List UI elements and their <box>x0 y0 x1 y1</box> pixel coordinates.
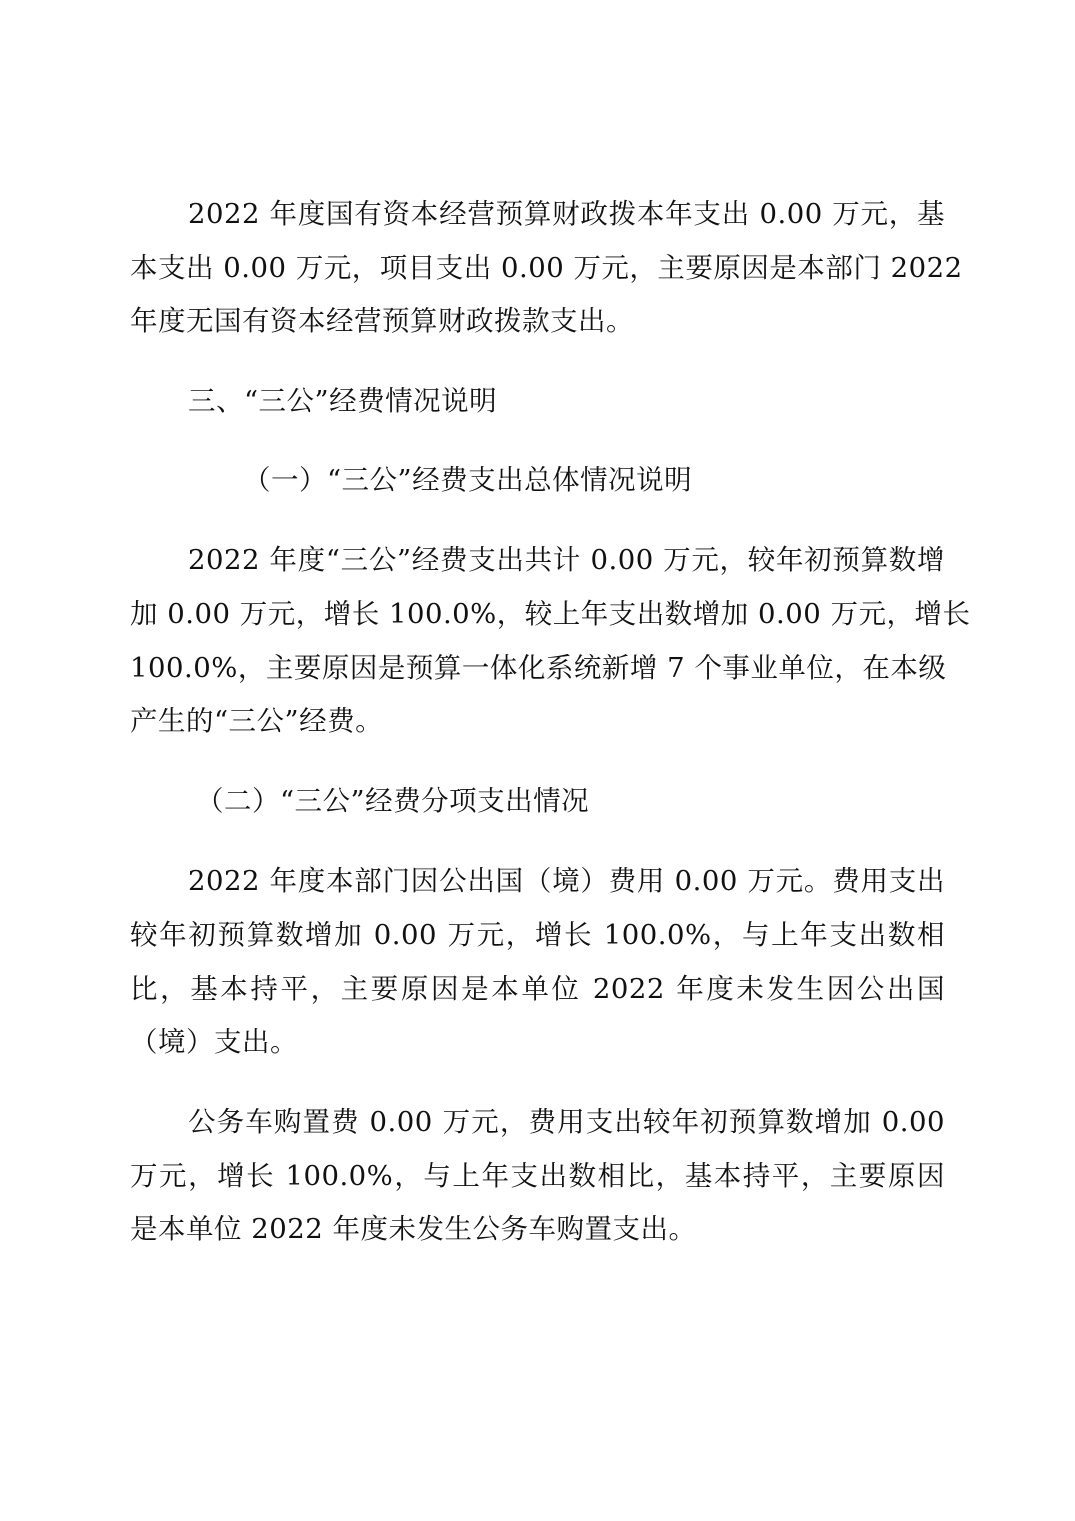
paragraph-line: 2022 年度“三公”经费支出共计 0.00 万元，较年初预算数增 <box>188 544 945 576</box>
paragraph-line: （境）支出。 <box>130 1026 298 1058</box>
paragraph-line: 加 0.00 万元，增长 100.0%，较上年支出数增加 0.00 万元，增长 <box>130 598 971 630</box>
paragraph-line: 公务车购置费 0.00 万元，费用支出较年初预算数增加 0.00 <box>188 1106 945 1138</box>
paragraph-line: 较年初预算数增加 0.00 万元，增长 100.0%，与上年支出数相 <box>130 919 945 951</box>
paragraph-line: 100.0%，主要原因是预算一体化系统新增 7 个事业单位，在本级 <box>130 652 947 684</box>
paragraph-line: 2022 年度国有资本经营预算财政拨本年支出 0.00 万元，基 <box>188 198 945 230</box>
paragraph-line: 2022 年度本部门因公出国（境）费用 0.00 万元。费用支出 <box>188 865 945 897</box>
section-heading: 三、“三公”经费情况说明 <box>188 385 498 417</box>
paragraph-line: 比，基本持平，主要原因是本单位 2022 年度未发生因公出国 <box>130 973 945 1005</box>
paragraph-line: 年度无国有资本经营预算财政拨款支出。 <box>130 305 634 337</box>
subsection-heading: （二）“三公”经费分项支出情况 <box>196 785 590 817</box>
paragraph-line: 万元，增长 100.0%，与上年支出数相比，基本持平，主要原因 <box>130 1160 945 1192</box>
paragraph-line: 本支出 0.00 万元，项目支出 0.00 万元，主要原因是本部门 2022 <box>130 252 963 284</box>
subsection-heading: （一）“三公”经费支出总体情况说明 <box>243 464 693 496</box>
paragraph-line: 产生的“三公”经费。 <box>130 705 384 737</box>
paragraph-line: 是本单位 2022 年度未发生公务车购置支出。 <box>130 1213 697 1245</box>
